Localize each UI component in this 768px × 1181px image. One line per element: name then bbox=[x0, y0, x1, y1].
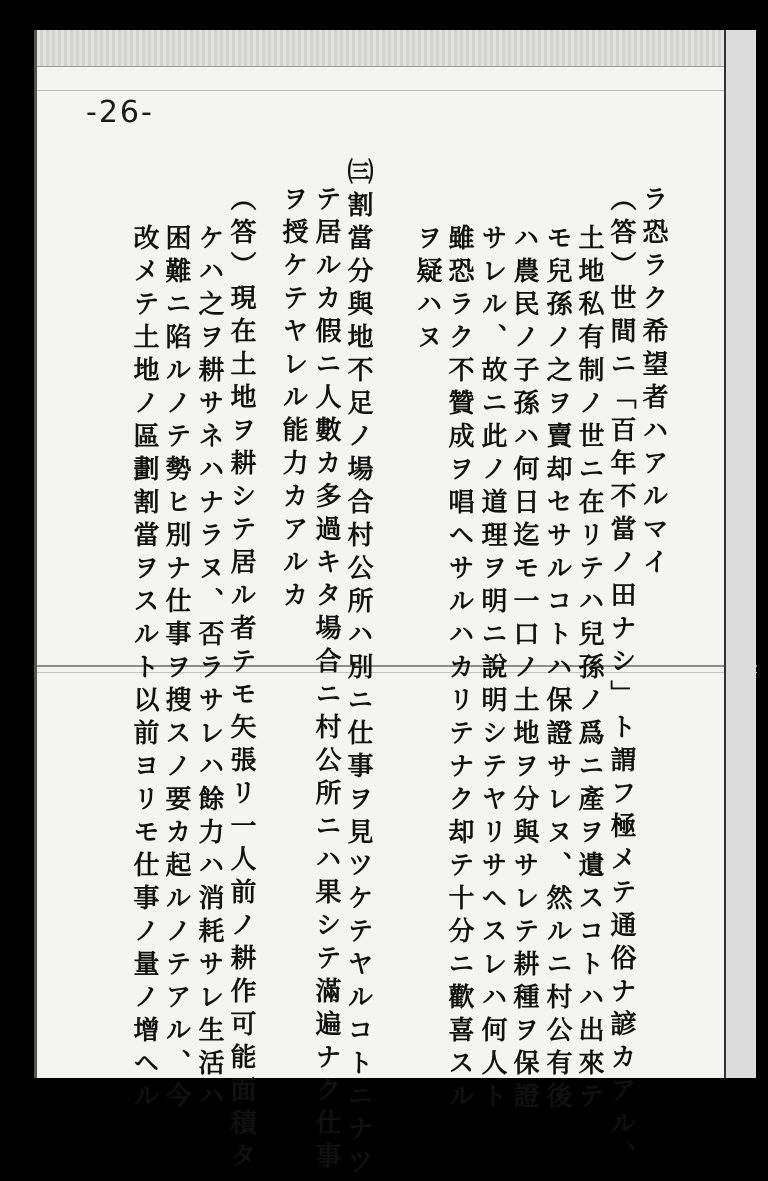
text-column: ㈢割當分與地不足ノ場合村公所ハ別ニ仕事ヲ見ツケテヤルコトニナツ bbox=[343, 158, 373, 1181]
text-column: 改メテ土地ノ區劃割當ヲスルト以前ヨリモ仕事ノ量ノ增ヘル bbox=[129, 224, 159, 1115]
text-column: モ兒孫ノ之ヲ賣却セサルコトハ保證サレヌ、然ルニ村公有後 bbox=[542, 224, 572, 1115]
text-column: 土地私有制ノ世ニ在リテハ兒孫ノ爲ニ產ヲ遺スコトハ出來テ bbox=[574, 224, 604, 1115]
text-column: ケハ之ヲ耕サネハナラヌ、否ラサレハ餘力ハ消耗サレ生活ハ bbox=[194, 224, 224, 1115]
text-column: ハ農民ノ子孫ハ何日迄モ一口ノ土地ヲ分與サレテ耕種ヲ保證 bbox=[509, 224, 539, 1115]
text-column: （答）世間ニ「百年不當ノ田ナシ」ト謂フ極メテ通俗ナ諺カアル、 bbox=[606, 185, 636, 1175]
text-column: 雖恐ラク不贊成ヲ唱ヘサルハカリテナク却テ十分ニ歡喜スル bbox=[444, 224, 474, 1115]
page-top-rule bbox=[37, 90, 727, 91]
text-column: ラ恐ラク希望者ハアルマイ bbox=[638, 185, 668, 581]
page-top-band bbox=[37, 30, 727, 67]
text-column: （答）現在土地ヲ耕シテ居ル者テモ矢張リ一人前ノ耕作可能面積タ bbox=[226, 185, 256, 1175]
text-column: テ居ルカ假ニ人數カ多過キタ場合ニ村公所ニハ果シテ滿遍ナク仕事 bbox=[311, 185, 341, 1175]
page-edge-strip bbox=[724, 30, 756, 1078]
text-column: ヲ授ケテヤレル能力カアルカ bbox=[278, 185, 308, 614]
text-column: ヲ疑ハヌ bbox=[412, 224, 442, 356]
page-number: -26- bbox=[86, 95, 154, 130]
text-column: 困難ニ陷ルノテ勢ヒ別ナ仕事ヲ搜スノ要カ起ルノテアル、今 bbox=[161, 224, 191, 1115]
text-column: サレル、故ニ此ノ道理ヲ明ニ說明シテヤリサヘスレハ何人ト bbox=[477, 224, 507, 1115]
